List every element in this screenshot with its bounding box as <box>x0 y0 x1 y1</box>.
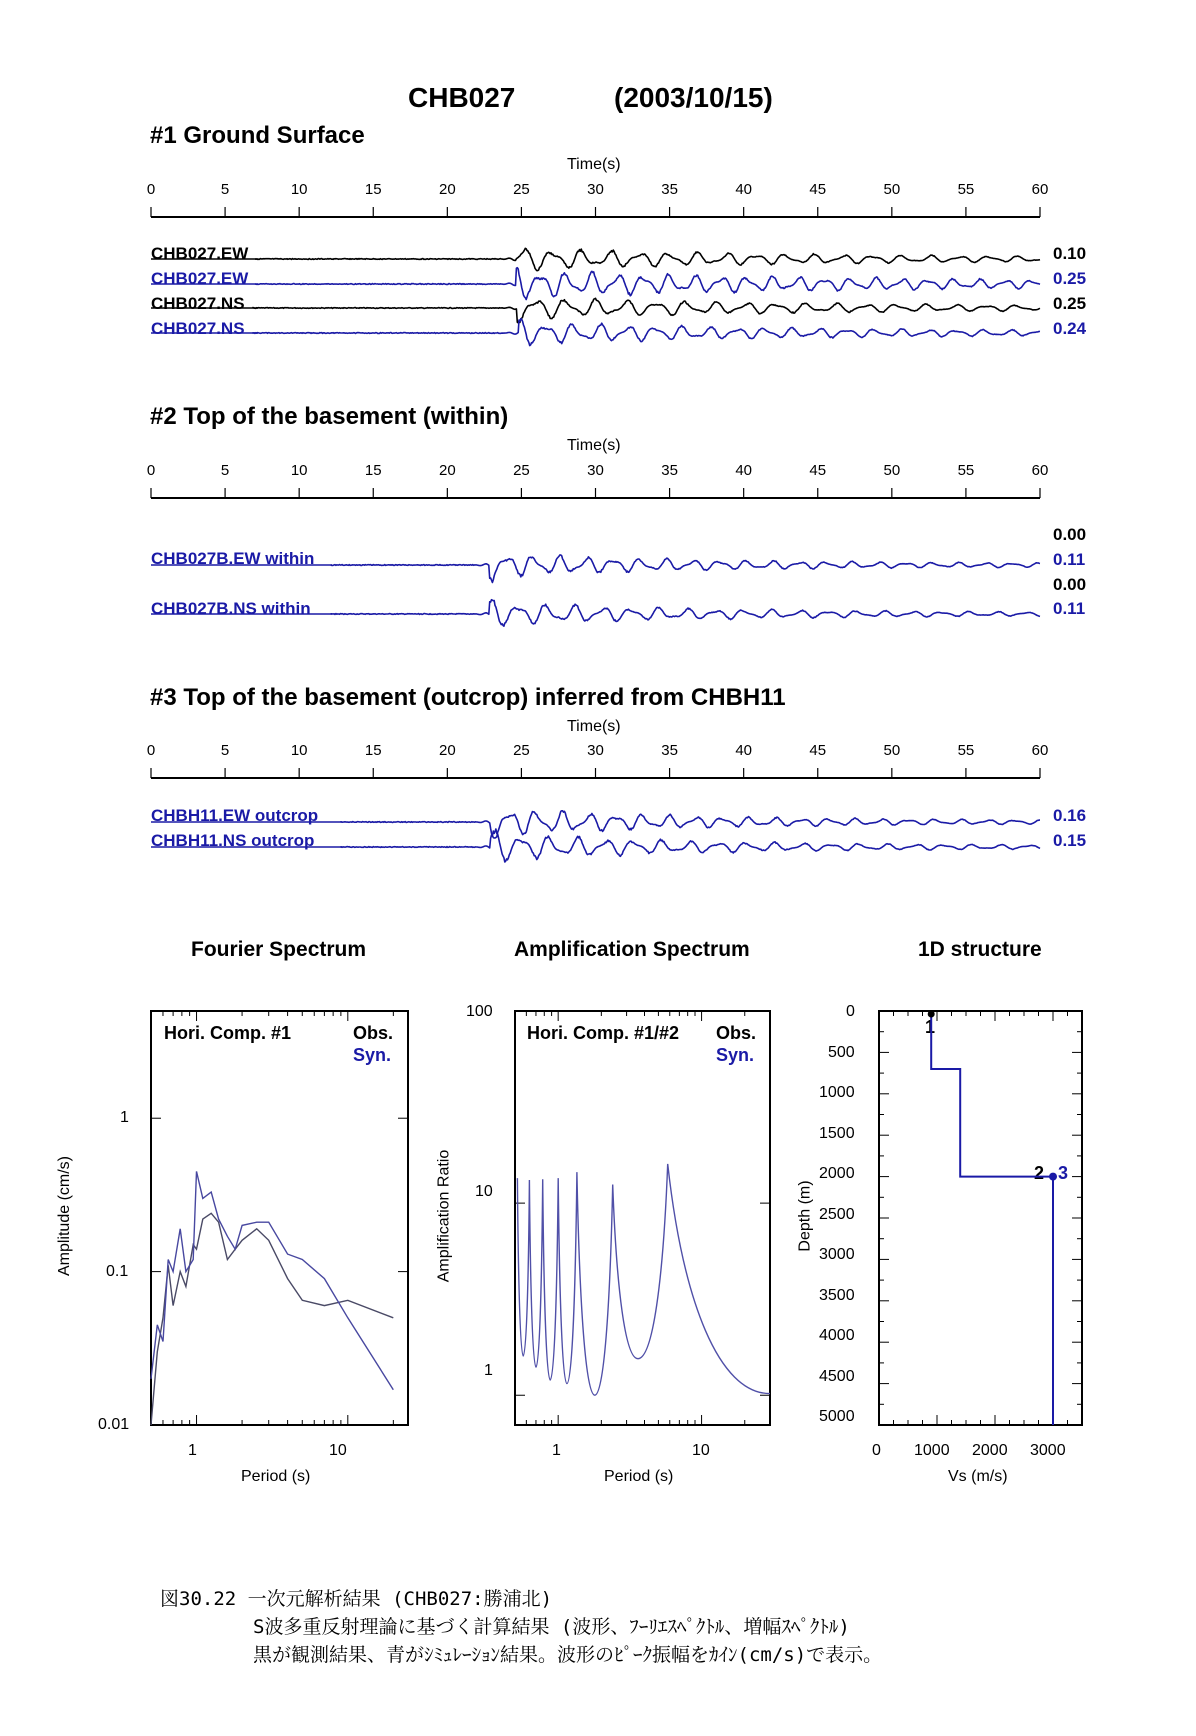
waveform-trace <box>255 268 1040 300</box>
amp-ytick: 10 <box>475 1183 493 1200</box>
time-tick-label: 5 <box>220 181 230 198</box>
amp-legend-comp: Hori. Comp. #1/#2 <box>527 1023 680 1043</box>
fourier-title: Fourier Spectrum <box>191 938 367 961</box>
structure-xtick: 1000 <box>914 1442 950 1459</box>
fourier-legend-comp: Hori. Comp. #1 <box>164 1023 292 1043</box>
amp-ylabel: Amplification Ratio <box>435 1149 453 1283</box>
time-tick-label: 45 <box>809 742 827 759</box>
structure-ytick: 4500 <box>819 1368 855 1385</box>
fourier-xtick: 1 <box>188 1442 197 1459</box>
time-tick-label: 40 <box>735 462 753 479</box>
caption-line-2: S波多重反射理論に基づく計算結果 (波形、ﾌｰﾘｴｽﾍﾟｸﾄﾙ、増幅ｽﾍﾟｸﾄﾙ) <box>253 1616 850 1638</box>
time-tick-label: 35 <box>661 462 678 479</box>
waveform-trace <box>255 248 1040 270</box>
time-tick-label: 50 <box>883 181 901 198</box>
peak-value: 0.10 <box>1053 244 1087 263</box>
structure-title: 1D structure <box>918 938 1042 961</box>
amp-legend-syn: Syn. <box>716 1045 755 1065</box>
structure-ytick: 5000 <box>819 1408 855 1425</box>
time-tick-label: 5 <box>220 742 230 759</box>
time-tick-label: 40 <box>735 181 753 198</box>
time-tick-label: 25 <box>513 181 530 198</box>
amplification-title: Amplification Spectrum <box>514 938 750 961</box>
waveform-trace <box>252 298 1040 323</box>
time-tick-label: 55 <box>957 181 975 198</box>
structure-point-label: 1 <box>925 1017 936 1037</box>
structure-ylabel: Depth (m) <box>796 1180 814 1252</box>
section-3-title: #3 Top of the basement (outcrop) inferred from CHBH11 <box>150 684 786 711</box>
structure-point-3 <box>1049 1173 1057 1181</box>
time-tick-label: 20 <box>438 462 456 479</box>
time-tick-label: 30 <box>587 742 604 759</box>
time-tick-label: 0 <box>146 742 156 759</box>
fourier-frame <box>151 1011 408 1425</box>
trace-label: CHB027.NS <box>151 319 245 338</box>
fourier-legend-obs: Obs. <box>353 1023 394 1043</box>
amp-ytick: 1 <box>484 1362 493 1379</box>
peak-value: 0.25 <box>1053 269 1087 288</box>
time-tick-label: 55 <box>957 462 975 479</box>
time-tick-label: 45 <box>809 462 827 479</box>
date-title: (2003/10/15) <box>614 82 773 113</box>
structure-xtick: 2000 <box>972 1442 1008 1459</box>
amp-xlabel: Period (s) <box>604 1468 674 1485</box>
caption-line-1: 図30.22 一次元解析結果 (CHB027:勝浦北) <box>160 1588 553 1610</box>
time-tick-label: 10 <box>290 181 308 198</box>
time-tick-label: 15 <box>364 181 382 198</box>
time-tick-label: 15 <box>364 462 382 479</box>
peak-value: 0.11 <box>1053 550 1086 569</box>
structure-ytick: 1500 <box>819 1125 855 1142</box>
time-tick-label: 20 <box>438 181 456 198</box>
time-tick-label: 25 <box>513 742 530 759</box>
structure-vs-profile <box>931 1011 1053 1425</box>
fourier-ylabel: Amplitude (cm/s) <box>56 1155 74 1277</box>
structure-xtick: 0 <box>872 1442 881 1459</box>
waveform-trace <box>331 555 1040 583</box>
amp-series-syn <box>517 1164 770 1395</box>
peak-value: 0.11 <box>1053 599 1086 618</box>
caption-line-3: 黒が観測結果、青がｼﾐｭﾚｰｼｮﾝ結果。波形のﾋﾟｰｸ振幅をｶｲﾝ(cm/s)で表示。 <box>253 1644 883 1666</box>
fourier-ytick: 1 <box>120 1109 129 1126</box>
structure-xtick: 3000 <box>1030 1442 1066 1459</box>
time-tick-label: 55 <box>957 742 975 759</box>
structure-ytick: 3500 <box>819 1287 855 1304</box>
section-1-axis-label: Time(s) <box>567 156 621 173</box>
structure-ytick: 2500 <box>819 1206 855 1223</box>
structure-point-label: 2 <box>1034 1163 1045 1183</box>
peak-value: 0.16 <box>1053 806 1087 825</box>
amp-ytick: 100 <box>466 1003 493 1020</box>
station-title: CHB027 <box>408 82 516 113</box>
trace-label: CHB027B.EW within <box>151 549 315 568</box>
structure-ytick: 3000 <box>819 1246 855 1263</box>
time-tick-label: 50 <box>883 742 901 759</box>
structure-ytick: 0 <box>846 1003 855 1020</box>
trace-label: CHB027.NS <box>151 294 245 313</box>
structure-ytick: 2000 <box>819 1165 855 1182</box>
trace-label: CHB027.EW <box>151 269 249 288</box>
peak-value: 0.25 <box>1053 294 1087 313</box>
time-tick-label: 45 <box>809 181 827 198</box>
fourier-series-obs <box>151 1213 393 1425</box>
time-tick-label: 60 <box>1031 462 1049 479</box>
time-tick-label: 30 <box>587 462 604 479</box>
trace-label: CHBH11.NS outcrop <box>151 831 315 850</box>
structure-xlabel: Vs (m/s) <box>948 1468 1008 1485</box>
time-tick-label: 50 <box>883 462 901 479</box>
peak-value: 0.00 <box>1053 525 1087 544</box>
trace-label: CHB027B.NS within <box>151 599 311 618</box>
time-tick-label: 15 <box>364 742 382 759</box>
structure-ytick: 4000 <box>819 1327 855 1344</box>
trace-label: CHB027.EW <box>151 244 249 263</box>
time-tick-label: 35 <box>661 742 678 759</box>
amp-legend-obs: Obs. <box>716 1023 757 1043</box>
waveform-trace <box>340 811 1040 838</box>
amp-xtick: 10 <box>692 1442 710 1459</box>
time-tick-label: 60 <box>1031 742 1049 759</box>
structure-ytick: 1000 <box>819 1084 855 1101</box>
fourier-xtick: 10 <box>329 1442 347 1459</box>
time-tick-label: 60 <box>1031 181 1049 198</box>
time-tick-label: 40 <box>735 742 753 759</box>
fourier-xlabel: Period (s) <box>241 1468 311 1485</box>
time-tick-label: 35 <box>661 181 678 198</box>
time-tick-label: 30 <box>587 181 604 198</box>
peak-value: 0.15 <box>1053 831 1087 850</box>
section-1-title: #1 Ground Surface <box>150 122 365 149</box>
section-2-title: #2 Top of the basement (within) <box>150 403 509 430</box>
waveform-trace <box>340 829 1040 862</box>
time-tick-label: 25 <box>513 462 530 479</box>
trace-label: CHBH11.EW outcrop <box>151 806 319 825</box>
time-tick-label: 10 <box>290 742 308 759</box>
time-tick-label: 5 <box>220 462 230 479</box>
fourier-legend-syn: Syn. <box>353 1045 392 1065</box>
time-tick-label: 20 <box>438 742 456 759</box>
structure-point-label: 3 <box>1058 1163 1069 1183</box>
amp-xtick: 1 <box>552 1442 561 1459</box>
peak-value: 0.00 <box>1053 575 1087 594</box>
peak-value: 0.24 <box>1053 319 1087 338</box>
section-2-axis-label: Time(s) <box>567 437 621 454</box>
time-tick-label: 0 <box>146 462 156 479</box>
fourier-ytick: 0.1 <box>106 1263 129 1280</box>
waveform-trace <box>331 600 1040 627</box>
structure-point-1 <box>928 1011 935 1018</box>
time-tick-label: 10 <box>290 462 308 479</box>
structure-frame <box>879 1011 1082 1425</box>
waveform-trace <box>252 319 1040 346</box>
section-3-axis-label: Time(s) <box>567 718 621 735</box>
structure-ytick: 500 <box>828 1044 855 1061</box>
time-tick-label: 0 <box>146 181 156 198</box>
fourier-ytick: 0.01 <box>98 1416 130 1433</box>
